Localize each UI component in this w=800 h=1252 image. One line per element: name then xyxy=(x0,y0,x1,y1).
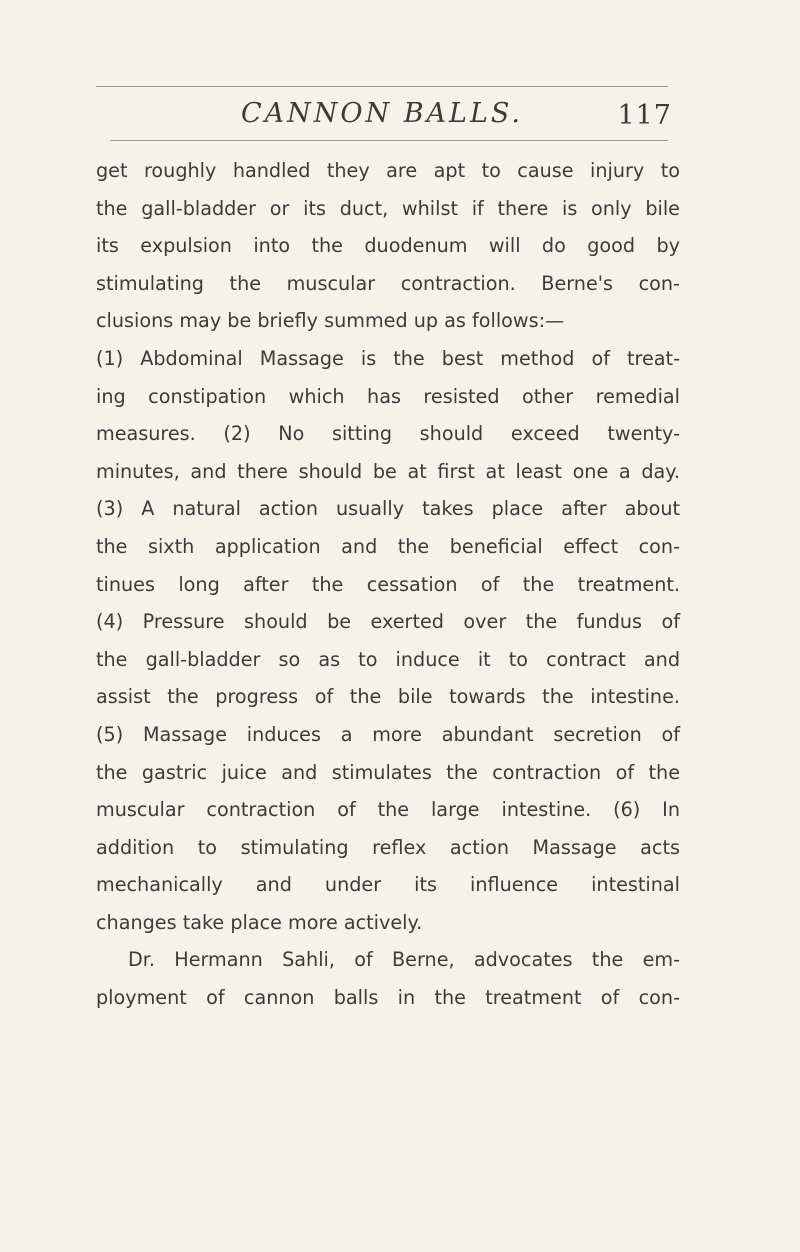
text-line: stimulating the muscular contraction. Berne's con- xyxy=(96,271,680,295)
text-line: (5) Massage induces a more abundant secretion of xyxy=(96,722,680,746)
text-line: get roughly handled they are apt to cause injury to xyxy=(96,159,680,182)
page-number: 117 xyxy=(617,100,672,131)
text-line: measures. (2) No sitting should exceed twenty- xyxy=(96,422,680,446)
text-line: clusions may be briefly summed up as follows:— xyxy=(96,309,565,333)
text-line: the gastric juice and stimulates the contraction of the xyxy=(96,760,680,784)
text-line: (3) A natural action usually takes place after about xyxy=(96,497,680,521)
text-line: the sixth application and the beneficial effect con- xyxy=(96,534,680,558)
text-line: assist the progress of the bile towards the intestine. xyxy=(96,685,680,709)
text-line: the gall-bladder or its duct, whilst if there is only bile xyxy=(96,196,680,220)
running-title: CANNON BALLS. xyxy=(240,98,524,129)
text-line: ing constipation which has resisted other remedial xyxy=(96,384,680,408)
text-line: its expulsion into the duodenum will do good by xyxy=(96,234,680,258)
header-rule-top xyxy=(96,86,668,87)
body-text xyxy=(96,152,680,1017)
text-line: (4) Pressure should be exerted over the fundus of xyxy=(96,610,680,634)
text-line: (1) Abdominal Massage is the best method of treat- xyxy=(96,346,680,370)
text-line: changes take place more actively. xyxy=(96,910,423,934)
text-line: minutes, and there should be at first at least one a day. xyxy=(96,459,680,483)
text-line: ployment of cannon balls in the treatment of con- xyxy=(96,986,680,1010)
text-line: muscular contraction of the large intestine. (6) In xyxy=(96,798,680,822)
header-rule-bottom xyxy=(110,140,668,141)
text-line: the gall-bladder so as to induce it to contract and xyxy=(96,647,680,671)
text-line: Dr. Hermann Sahli, of Berne, advocates the em- xyxy=(128,948,680,972)
text-line: mechanically and under its influence intestinal xyxy=(96,873,680,897)
text-line: addition to stimulating reflex action Massage acts xyxy=(96,835,680,859)
text-line: tinues long after the cessation of the treatment. xyxy=(96,572,680,596)
running-head xyxy=(96,98,672,138)
